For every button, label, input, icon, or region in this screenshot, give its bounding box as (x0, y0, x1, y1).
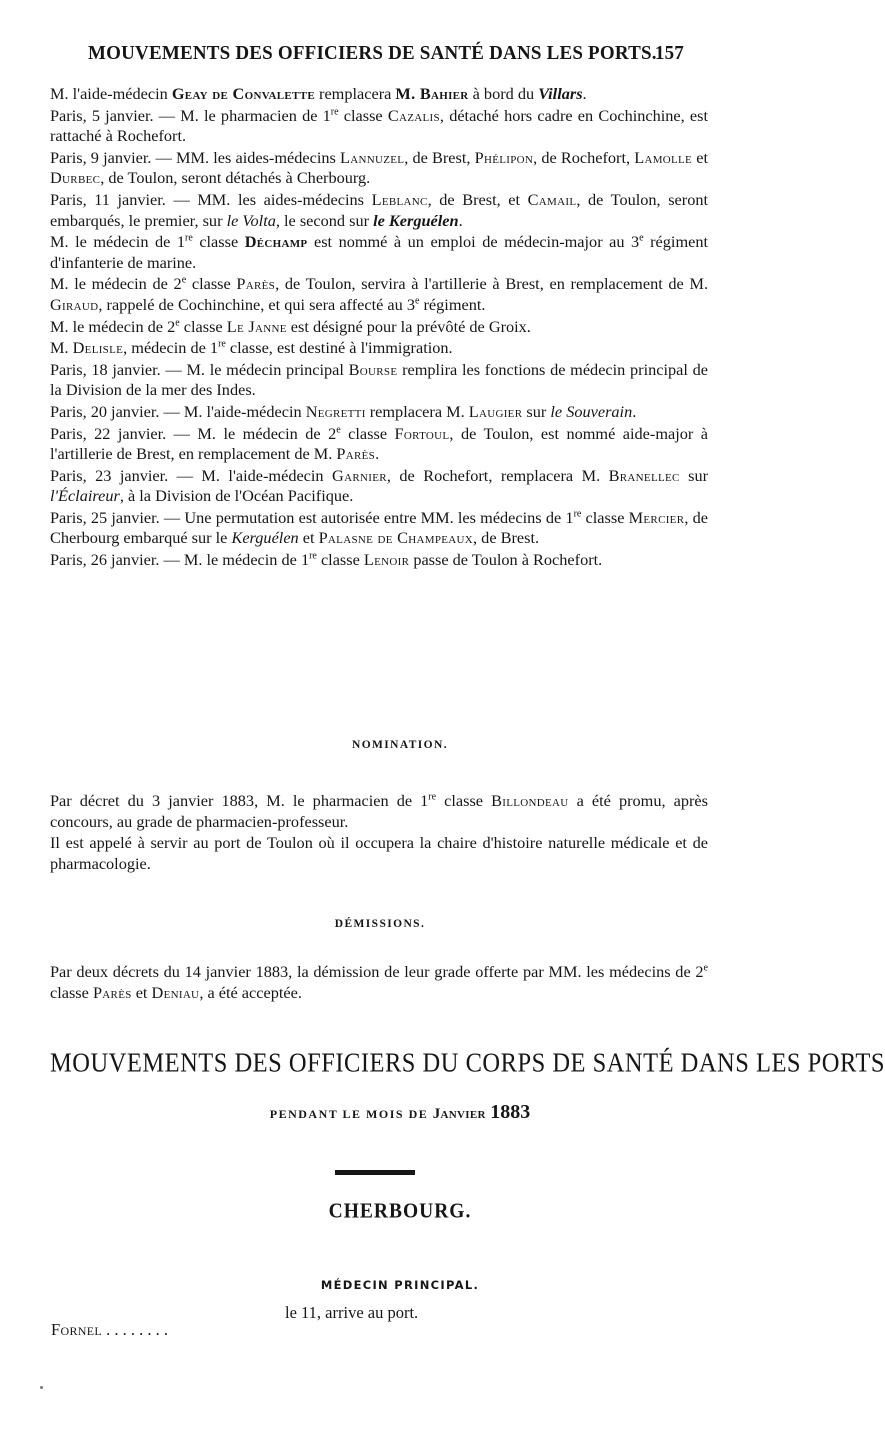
movements-announcements (50, 84, 708, 572)
paragraph-delisle: M. Delisle, médecin de 1re classe, est destiné à l'immigration. (50, 338, 453, 358)
paragraph-geay: M. l'aide-médecin Geay de Convalette remplacera M. Bahier à bord du Villars. (50, 84, 587, 103)
running-head-title: MOUVEMENTS DES OFFICIERS DE SANTÉ DANS LES PORTS. (88, 42, 657, 65)
paragraph-demission: Par deux décrets du 14 janvier 1883, la démission de leur grade offerte par MM. les médecins de 2e classe Parès et Deniau, a été acceptée. (50, 962, 708, 1002)
paragraph-fortoul: Paris, 22 janvier. — M. le médecin de 2e classe Fortoul, de Toulon, est nommé aide-major à l'artillerie de Brest, en remplacement de M. Parès. (50, 423, 708, 464)
paragraph-negretti: Paris, 20 janvier. — M. l'aide-médecin Negretti remplacera M. Laugier sur le Souverain. (50, 401, 637, 421)
officer-name: Fornel . . . . . . . . (51, 1320, 168, 1339)
officer-arrival: le 11, arrive au port. (285, 1303, 419, 1322)
ink-speck (40, 1386, 43, 1389)
paragraph-dechamp: M. le médecin de 1re classe Déchamp est nommé à un emploi de médecin-major au 3e régiment d'infanterie de marine. (50, 232, 709, 272)
section-subtitle: PENDANT LE MOIS DE Janvier 1883 (269, 1101, 531, 1123)
nomination-section (50, 791, 708, 875)
paragraph-lannuzel: Paris, 9 janvier. — MM. les aides-médecins Lannuzel, de Brest, Phélipon, de Rochefort, Lamolle et Durbec, de Toulon, seront détachés à Cherbourg. (50, 147, 708, 188)
port-heading: CHERBOURG. (328, 1199, 472, 1223)
demissions-heading: DÉMISSIONS. (334, 918, 426, 930)
paragraph-billondeau: Par décret du 3 janvier 1883, M. le pharmacien de 1re classe Billondeau a été promu, après concours, au grade de pharmacien-professeur. (50, 791, 708, 831)
section-rule (335, 1170, 415, 1175)
paragraph-garnier: Paris, 23 janvier. — M. l'aide-médecin Garnier, de Rochefort, remplacera M. Branellec sur l'Éclaireur, à la Division de l'Océan Pacifique. (50, 465, 709, 506)
nomination-heading: NOMINATION. (351, 739, 448, 751)
paragraph-bourse: Paris, 18 janvier. — M. le médecin principal Bourse remplira les fonctions de médecin principal de la Division de la mer des Indes. (50, 359, 708, 400)
paragraph-leblanc: Paris, 11 janvier. — MM. les aides-médecins Leblanc, de Brest, et Camail, de Toulon, seront embarqués, le premier, sur le Volta, le second sur le Kerguélen. (50, 189, 709, 230)
paragraph-mercier: Paris, 25 janvier. — Une permutation est autorisée entre MM. les médecins de 1re classe Mercier, de Cherbourg embarqué sur le Kerguélen et Palasne de Champeaux, de Brest. (50, 507, 708, 548)
paragraph-chaire: Il est appelé à servir au port de Toulon où il occupera la chaire d'histoire naturelle médicale et de pharmacologie. (50, 833, 708, 873)
paragraph-le-janne: M. le médecin de 2e classe Le Janne est désigné pour la prévôté de Groix. (50, 316, 531, 336)
rank-heading: MÉDECIN PRINCIPAL. (320, 1278, 480, 1292)
paragraph-cazalis: Paris, 5 janvier. — M. le pharmacien de 1re classe Cazalis, détaché hors cadre en Cochinchine, est rattaché à Rochefort. (50, 105, 709, 146)
section-title: MOUVEMENTS DES OFFICIERS DU CORPS DE SANTÉ DANS LES PORTS (50, 1048, 885, 1079)
paragraph-pares: M. le médecin de 2e classe Parès, de Toulon, servira à l'artillerie à Brest, en remplacement de M. Giraud, rappelé de Cochinchine, et qui sera affecté au 3e régiment. (50, 274, 709, 314)
page-number: 157 (654, 42, 684, 65)
paragraph-lenoir: Paris, 26 janvier. — M. le médecin de 1re classe Lenoir passe de Toulon à Rochefort. (50, 550, 603, 570)
demissions-section (50, 962, 708, 1004)
